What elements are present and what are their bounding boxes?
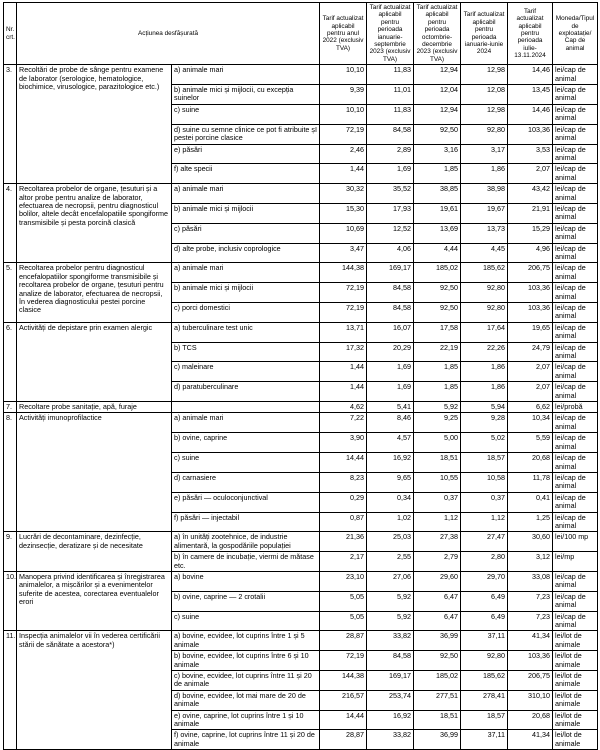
tariff-value: 16,92 — [367, 453, 414, 473]
tariff-value: 3,17 — [461, 144, 508, 164]
tariff-value: 2,07 — [508, 164, 553, 184]
unit-label: lei/cap de animal — [553, 263, 598, 283]
tariff-value: 8,23 — [320, 472, 367, 492]
tariff-value: 1,86 — [461, 382, 508, 402]
unit-label: lei/cap de animal — [553, 382, 598, 402]
tariff-table — [3, 2, 598, 750]
tariff-value: 23,10 — [320, 571, 367, 591]
tariff-value: 13,73 — [461, 223, 508, 243]
tariff-value: 10,34 — [508, 413, 553, 433]
row-number: 9. — [4, 532, 17, 572]
tariff-value: 11,83 — [367, 65, 414, 85]
tariff-value: 3,12 — [508, 552, 553, 572]
tariff-value: 29,70 — [461, 571, 508, 591]
sub-item: a) animale mari — [172, 413, 320, 433]
sub-item: a) animale mari — [172, 65, 320, 85]
unit-label: lei/cap de animal — [553, 124, 598, 144]
sub-item: c) suine — [172, 453, 320, 473]
tariff-value: 6,49 — [461, 611, 508, 631]
row-number: 3. — [4, 65, 17, 184]
tariff-value: 10,55 — [414, 472, 461, 492]
sub-item: c) maleinare — [172, 362, 320, 382]
action-description: Recoltarea probelor pentru diagnosticul encefalopatiilor spongiforme transmisibile și recoltarea probelor de organe, țesuturi pentru analize de laborator, efectuarea de necropsii, în vederea diagnosticului pestei porcine clasice — [17, 263, 172, 322]
tariff-value: 10,10 — [320, 65, 367, 85]
tariff-value: 1,86 — [461, 362, 508, 382]
tariff-value: 2,55 — [367, 552, 414, 572]
unit-label: lei/cap de animal — [553, 512, 598, 532]
sub-item: b) ovine, caprine — [172, 433, 320, 453]
tariff-value: 12,04 — [414, 85, 461, 105]
tariff-value: 1,85 — [414, 362, 461, 382]
tariff-value: 278,41 — [461, 690, 508, 710]
tariff-value: 13,45 — [508, 85, 553, 105]
tariff-value: 185,62 — [461, 263, 508, 283]
sub-item: a) animale mari — [172, 263, 320, 283]
tariff-value: 17,32 — [320, 342, 367, 362]
row-number: 8. — [4, 413, 17, 532]
sub-item: e) ovine, caprine, lot cuprins între 1 și 10 animale — [172, 710, 320, 730]
tariff-value: 12,98 — [461, 104, 508, 124]
unit-label: lei/cap de animal — [553, 203, 598, 223]
tariff-value: 4,06 — [367, 243, 414, 263]
action-description: Recoltări de probe de sânge pentru examene de laborator (serologice, hematologice, biochimice, virusologice, parazitologice etc.) — [17, 65, 172, 184]
unit-label: lei/probă — [553, 402, 598, 413]
header-tariff-2024-jul-nov: Tarif actualizat aplicabil pentru perioada iulie-13.11.2024 — [508, 3, 553, 65]
tariff-value: 6,49 — [461, 591, 508, 611]
sub-item: c) suine — [172, 611, 320, 631]
tariff-value: 1,85 — [414, 164, 461, 184]
tariff-value: 72,19 — [320, 124, 367, 144]
tariff-value: 2,17 — [320, 552, 367, 572]
tariff-value: 0,37 — [414, 492, 461, 512]
tariff-value: 25,03 — [367, 532, 414, 552]
tariff-value: 19,65 — [508, 322, 553, 342]
unit-label: lei/cap de animal — [553, 453, 598, 473]
tariff-value: 7,23 — [508, 611, 553, 631]
tariff-value: 84,58 — [367, 651, 414, 671]
tariff-value: 1,02 — [367, 512, 414, 532]
tariff-value: 84,58 — [367, 124, 414, 144]
tariff-value: 5,05 — [320, 591, 367, 611]
tariff-value: 28,87 — [320, 631, 367, 651]
tariff-value: 206,75 — [508, 263, 553, 283]
tariff-value: 17,64 — [461, 322, 508, 342]
tariff-value: 92,50 — [414, 303, 461, 323]
tariff-value: 21,36 — [320, 532, 367, 552]
tariff-value: 1,44 — [320, 382, 367, 402]
tariff-value: 144,38 — [320, 263, 367, 283]
tariff-value: 22,26 — [461, 342, 508, 362]
tariff-value: 310,10 — [508, 690, 553, 710]
table-row — [4, 402, 598, 413]
tariff-value: 72,19 — [320, 303, 367, 323]
tariff-value: 4,57 — [367, 433, 414, 453]
tariff-value: 103,36 — [508, 651, 553, 671]
header-tariff-2023-oct-dec: Tarif actualizat aplicabil pentru perioada octombrie-decembrie 2023 (exclusiv TVA) — [414, 3, 461, 65]
tariff-value: 2,46 — [320, 144, 367, 164]
tariff-value: 84,58 — [367, 283, 414, 303]
unit-label: lei/cap de animal — [553, 243, 598, 263]
header-action: Acțiunea desfășurată — [17, 3, 320, 65]
tariff-value: 0,29 — [320, 492, 367, 512]
table-row — [4, 413, 598, 433]
sub-item: e) păsări — oculoconjunctival — [172, 492, 320, 512]
tariff-value: 35,52 — [367, 184, 414, 204]
header-tariff-2023-jan-sep: Tarif actualizat aplicabil pentru perioada ianuarie-septembrie 2023 (exclusiv TVA) — [367, 3, 414, 65]
tariff-value: 4,45 — [461, 243, 508, 263]
tariff-value: 5,41 — [367, 402, 414, 413]
tariff-value: 8,46 — [367, 413, 414, 433]
tariff-value: 4,96 — [508, 243, 553, 263]
row-number: 5. — [4, 263, 17, 322]
unit-label: lei/lot de animale — [553, 671, 598, 691]
unit-label: lei/cap de animal — [553, 223, 598, 243]
tariff-value: 5,59 — [508, 433, 553, 453]
unit-label: lei/cap de animal — [553, 322, 598, 342]
tariff-value: 19,67 — [461, 203, 508, 223]
tariff-value: 84,58 — [367, 303, 414, 323]
unit-label: lei/100 mp — [553, 532, 598, 552]
tariff-value: 3,53 — [508, 144, 553, 164]
tariff-value: 12,94 — [414, 104, 461, 124]
tariff-value: 6,47 — [414, 611, 461, 631]
sub-item: a) animale mari — [172, 184, 320, 204]
sub-item: d) suine cu semne clinice ce pot fi atribuite șI pestei porcine clasice — [172, 124, 320, 144]
tariff-value: 30,60 — [508, 532, 553, 552]
tariff-value: 27,38 — [414, 532, 461, 552]
tariff-value: 103,36 — [508, 303, 553, 323]
table-row — [4, 184, 598, 204]
sub-item: b) ovine, caprine — 2 crotalii — [172, 591, 320, 611]
tariff-value: 30,32 — [320, 184, 367, 204]
tariff-value: 185,02 — [414, 263, 461, 283]
sub-item: a) bovine, ecvidee, lot cuprins între 1 și 5 animale — [172, 631, 320, 651]
tariff-value: 10,10 — [320, 104, 367, 124]
sub-item: b) animale mici și mijlocii — [172, 203, 320, 223]
tariff-value: 253,74 — [367, 690, 414, 710]
tariff-value: 27,47 — [461, 532, 508, 552]
unit-label: lei/cap de animal — [553, 104, 598, 124]
header-unit: Moneda/Tipul de exploatație/ Cap de animal — [553, 3, 598, 65]
tariff-value: 1,44 — [320, 362, 367, 382]
tariff-value: 37,11 — [461, 631, 508, 651]
action-description: Manopera privind identificarea și înregistrarea animalelor, a mișcărilor și a evenimentelor suferite de acestea, corectarea eventualelor erori — [17, 571, 172, 630]
tariff-value: 14,46 — [508, 104, 553, 124]
header-row — [4, 3, 598, 65]
sub-item: e) păsări — [172, 144, 320, 164]
tariff-value: 169,17 — [367, 671, 414, 691]
tariff-value: 92,80 — [461, 303, 508, 323]
tariff-value: 43,42 — [508, 184, 553, 204]
sub-item: d) bovine, ecvidee, lot mai mare de 20 de animale — [172, 690, 320, 710]
tariff-value: 33,82 — [367, 631, 414, 651]
tariff-value: 13,71 — [320, 322, 367, 342]
action-description: Activități imunoprofilactice — [17, 413, 172, 532]
tariff-value: 9,25 — [414, 413, 461, 433]
tariff-value: 19,61 — [414, 203, 461, 223]
tariff-value: 277,51 — [414, 690, 461, 710]
tariff-value: 38,85 — [414, 184, 461, 204]
tariff-value: 11,01 — [367, 85, 414, 105]
tariff-value: 1,85 — [414, 382, 461, 402]
header-tariff-2024-jan-jun: Tarif actualizat aplicabil pentru perioada ianuarie-iunie 2024 — [461, 3, 508, 65]
action-description: Lucrări de decontaminare, dezinfecție, dezinsecție, deratizare și de necesitate — [17, 532, 172, 572]
tariff-value: 41,34 — [508, 730, 553, 750]
tariff-value: 18,51 — [414, 710, 461, 730]
sub-item: b) bovine, ecvidee, lot cuprins între 6 și 10 animale — [172, 651, 320, 671]
tariff-value: 41,34 — [508, 631, 553, 651]
tariff-value: 5,92 — [367, 591, 414, 611]
action-description: Recoltarea probelor de organe, țesuturi și a altor probe pentru analize de laborator, efectuarea de necropsii, pentru diagnosticul bolilor, altele decât encefalopatiile spongiforme transmisibile și pesta porcină clasică — [17, 184, 172, 263]
tariff-value: 18,51 — [414, 453, 461, 473]
tariff-value: 7,23 — [508, 591, 553, 611]
tariff-value: 5,92 — [414, 402, 461, 413]
tariff-value: 2,79 — [414, 552, 461, 572]
tariff-value: 3,47 — [320, 243, 367, 263]
tariff-value: 15,30 — [320, 203, 367, 223]
table-row — [4, 532, 598, 552]
tariff-value: 92,50 — [414, 651, 461, 671]
tariff-value: 2,89 — [367, 144, 414, 164]
tariff-value: 36,99 — [414, 730, 461, 750]
tariff-value: 185,62 — [461, 671, 508, 691]
tariff-value: 17,58 — [414, 322, 461, 342]
unit-label: lei/cap de animal — [553, 492, 598, 512]
tariff-value: 7,22 — [320, 413, 367, 433]
sub-item: c) porci domestici — [172, 303, 320, 323]
tariff-value: 216,57 — [320, 690, 367, 710]
tariff-value: 2,07 — [508, 362, 553, 382]
tariff-value: 12,98 — [461, 65, 508, 85]
tariff-value: 14,44 — [320, 710, 367, 730]
unit-label: lei/cap de animal — [553, 144, 598, 164]
tariff-value: 24,79 — [508, 342, 553, 362]
tariff-value: 38,98 — [461, 184, 508, 204]
tariff-value: 1,86 — [461, 164, 508, 184]
tariff-value: 20,29 — [367, 342, 414, 362]
unit-label: lei/cap de animal — [553, 433, 598, 453]
tariff-value: 33,08 — [508, 571, 553, 591]
sub-item: d) carnasiere — [172, 472, 320, 492]
tariff-value: 0,41 — [508, 492, 553, 512]
unit-label: lei/lot de animale — [553, 730, 598, 750]
tariff-value: 5,00 — [414, 433, 461, 453]
unit-label: lei/cap de animal — [553, 362, 598, 382]
tariff-value: 206,75 — [508, 671, 553, 691]
tariff-value: 92,80 — [461, 124, 508, 144]
unit-label: lei/lot de animale — [553, 710, 598, 730]
tariff-value: 9,65 — [367, 472, 414, 492]
unit-label: lei/cap de animal — [553, 85, 598, 105]
row-number: 7. — [4, 402, 17, 413]
sub-item: f) alte specii — [172, 164, 320, 184]
tariff-value: 6,62 — [508, 402, 553, 413]
tariff-value: 6,47 — [414, 591, 461, 611]
tariff-value: 1,12 — [461, 512, 508, 532]
unit-label: lei/cap de animal — [553, 164, 598, 184]
unit-label: lei/cap de animal — [553, 571, 598, 591]
unit-label: lei/cap de animal — [553, 591, 598, 611]
tariff-value: 14,46 — [508, 65, 553, 85]
tariff-value: 0,34 — [367, 492, 414, 512]
tariff-value: 20,68 — [508, 453, 553, 473]
unit-label: lei/cap de animal — [553, 303, 598, 323]
tariff-value: 103,36 — [508, 124, 553, 144]
row-number: 6. — [4, 322, 17, 401]
sub-item: a) bovine — [172, 571, 320, 591]
tariff-value: 5,94 — [461, 402, 508, 413]
unit-label: lei/cap de animal — [553, 283, 598, 303]
tariff-value: 9,39 — [320, 85, 367, 105]
tariff-value: 10,58 — [461, 472, 508, 492]
row-number: 4. — [4, 184, 17, 263]
tariff-value: 27,06 — [367, 571, 414, 591]
tariff-value: 12,52 — [367, 223, 414, 243]
sub-item: f) păsări — injectabil — [172, 512, 320, 532]
sub-item: a) în unități zootehnice, de industrie alimentară, la gospodăriile populației — [172, 532, 320, 552]
tariff-value: 103,36 — [508, 283, 553, 303]
tariff-value: 92,80 — [461, 651, 508, 671]
unit-label: lei/cap de animal — [553, 472, 598, 492]
sub-item: d) paratuberculinare — [172, 382, 320, 402]
tariff-value: 1,69 — [367, 382, 414, 402]
action-description: Inspecția animalelor vii în vederea certificării stării de sănătate a acestora*) — [17, 631, 172, 750]
row-number: 11. — [4, 631, 17, 750]
sub-item: b) animale mici și mijlocii, cu excepția suinelor — [172, 85, 320, 105]
sub-item: f) ovine, caprine, lot cuprins între 11 și 20 de animale — [172, 730, 320, 750]
tariff-value: 17,93 — [367, 203, 414, 223]
tariff-value: 92,80 — [461, 283, 508, 303]
tariff-value: 169,17 — [367, 263, 414, 283]
tariff-value: 72,19 — [320, 651, 367, 671]
tariff-value: 16,92 — [367, 710, 414, 730]
sub-item: c) păsări — [172, 223, 320, 243]
tariff-value: 1,69 — [367, 164, 414, 184]
unit-label: lei/lot de animale — [553, 690, 598, 710]
tariff-value: 20,68 — [508, 710, 553, 730]
tariff-value: 22,19 — [414, 342, 461, 362]
unit-label: lei/lot de animale — [553, 651, 598, 671]
unit-label: lei/cap de animal — [553, 65, 598, 85]
table-row — [4, 631, 598, 651]
table-row — [4, 322, 598, 342]
header-nr: Nr. crt. — [4, 3, 17, 65]
action-description: Recoltare probe sanitație, apă, furaje — [17, 402, 172, 413]
sub-item: a) tuberculinare test unic — [172, 322, 320, 342]
tariff-value: 37,11 — [461, 730, 508, 750]
tariff-value: 4,62 — [320, 402, 367, 413]
tariff-value: 2,07 — [508, 382, 553, 402]
tariff-value: 28,87 — [320, 730, 367, 750]
tariff-value: 92,50 — [414, 124, 461, 144]
tariff-value: 36,99 — [414, 631, 461, 651]
unit-label: lei/cap de animal — [553, 611, 598, 631]
tariff-value: 0,87 — [320, 512, 367, 532]
tariff-value: 11,78 — [508, 472, 553, 492]
tariff-value: 11,83 — [367, 104, 414, 124]
tariff-value: 92,50 — [414, 283, 461, 303]
sub-item: d) alte probe, inclusiv coprologice — [172, 243, 320, 263]
tariff-value: 16,07 — [367, 322, 414, 342]
tariff-value: 10,69 — [320, 223, 367, 243]
sub-item: b) animale mici și mijlocii — [172, 283, 320, 303]
sub-item — [172, 402, 320, 413]
sub-item: b) în camere de incubație, viermi de mătase etc. — [172, 552, 320, 572]
tariff-value: 3,16 — [414, 144, 461, 164]
tariff-value: 12,08 — [461, 85, 508, 105]
tariff-value: 4,44 — [414, 243, 461, 263]
table-row — [4, 263, 598, 283]
tariff-value: 15,29 — [508, 223, 553, 243]
tariff-value: 0,37 — [461, 492, 508, 512]
sub-item: b) TCS — [172, 342, 320, 362]
action-description: Activități de depistare prin examen alergic — [17, 322, 172, 401]
table-row — [4, 571, 598, 591]
tariff-value: 1,25 — [508, 512, 553, 532]
tariff-value: 9,28 — [461, 413, 508, 433]
tariff-value: 144,38 — [320, 671, 367, 691]
tariff-value: 33,82 — [367, 730, 414, 750]
unit-label: lei/mp — [553, 552, 598, 572]
tariff-value: 2,80 — [461, 552, 508, 572]
tariff-value: 21,91 — [508, 203, 553, 223]
tariff-value: 72,19 — [320, 283, 367, 303]
tariff-value: 1,44 — [320, 164, 367, 184]
tariff-value: 29,60 — [414, 571, 461, 591]
unit-label: lei/cap de animal — [553, 184, 598, 204]
tariff-value: 1,12 — [414, 512, 461, 532]
header-tariff-2022: Tarif actualizat aplicabil pentru anul 2022 (exclusiv TVA) — [320, 3, 367, 65]
sub-item: c) bovine, ecvidee, lot cuprins între 11 și 20 de animale — [172, 671, 320, 691]
tariff-value: 3,90 — [320, 433, 367, 453]
tariff-value: 1,69 — [367, 362, 414, 382]
tariff-value: 18,57 — [461, 710, 508, 730]
tariff-value: 13,69 — [414, 223, 461, 243]
tariff-value: 5,92 — [367, 611, 414, 631]
tariff-value: 5,02 — [461, 433, 508, 453]
tariff-value: 18,57 — [461, 453, 508, 473]
unit-label: lei/cap de animal — [553, 413, 598, 433]
unit-label: lei/lot de animale — [553, 631, 598, 651]
tariff-value: 14,44 — [320, 453, 367, 473]
tariff-value: 185,02 — [414, 671, 461, 691]
sub-item: c) suine — [172, 104, 320, 124]
table-row — [4, 65, 598, 85]
unit-label: lei/cap de animal — [553, 342, 598, 362]
row-number: 10. — [4, 571, 17, 630]
tariff-value: 12,94 — [414, 65, 461, 85]
tariff-value: 5,05 — [320, 611, 367, 631]
